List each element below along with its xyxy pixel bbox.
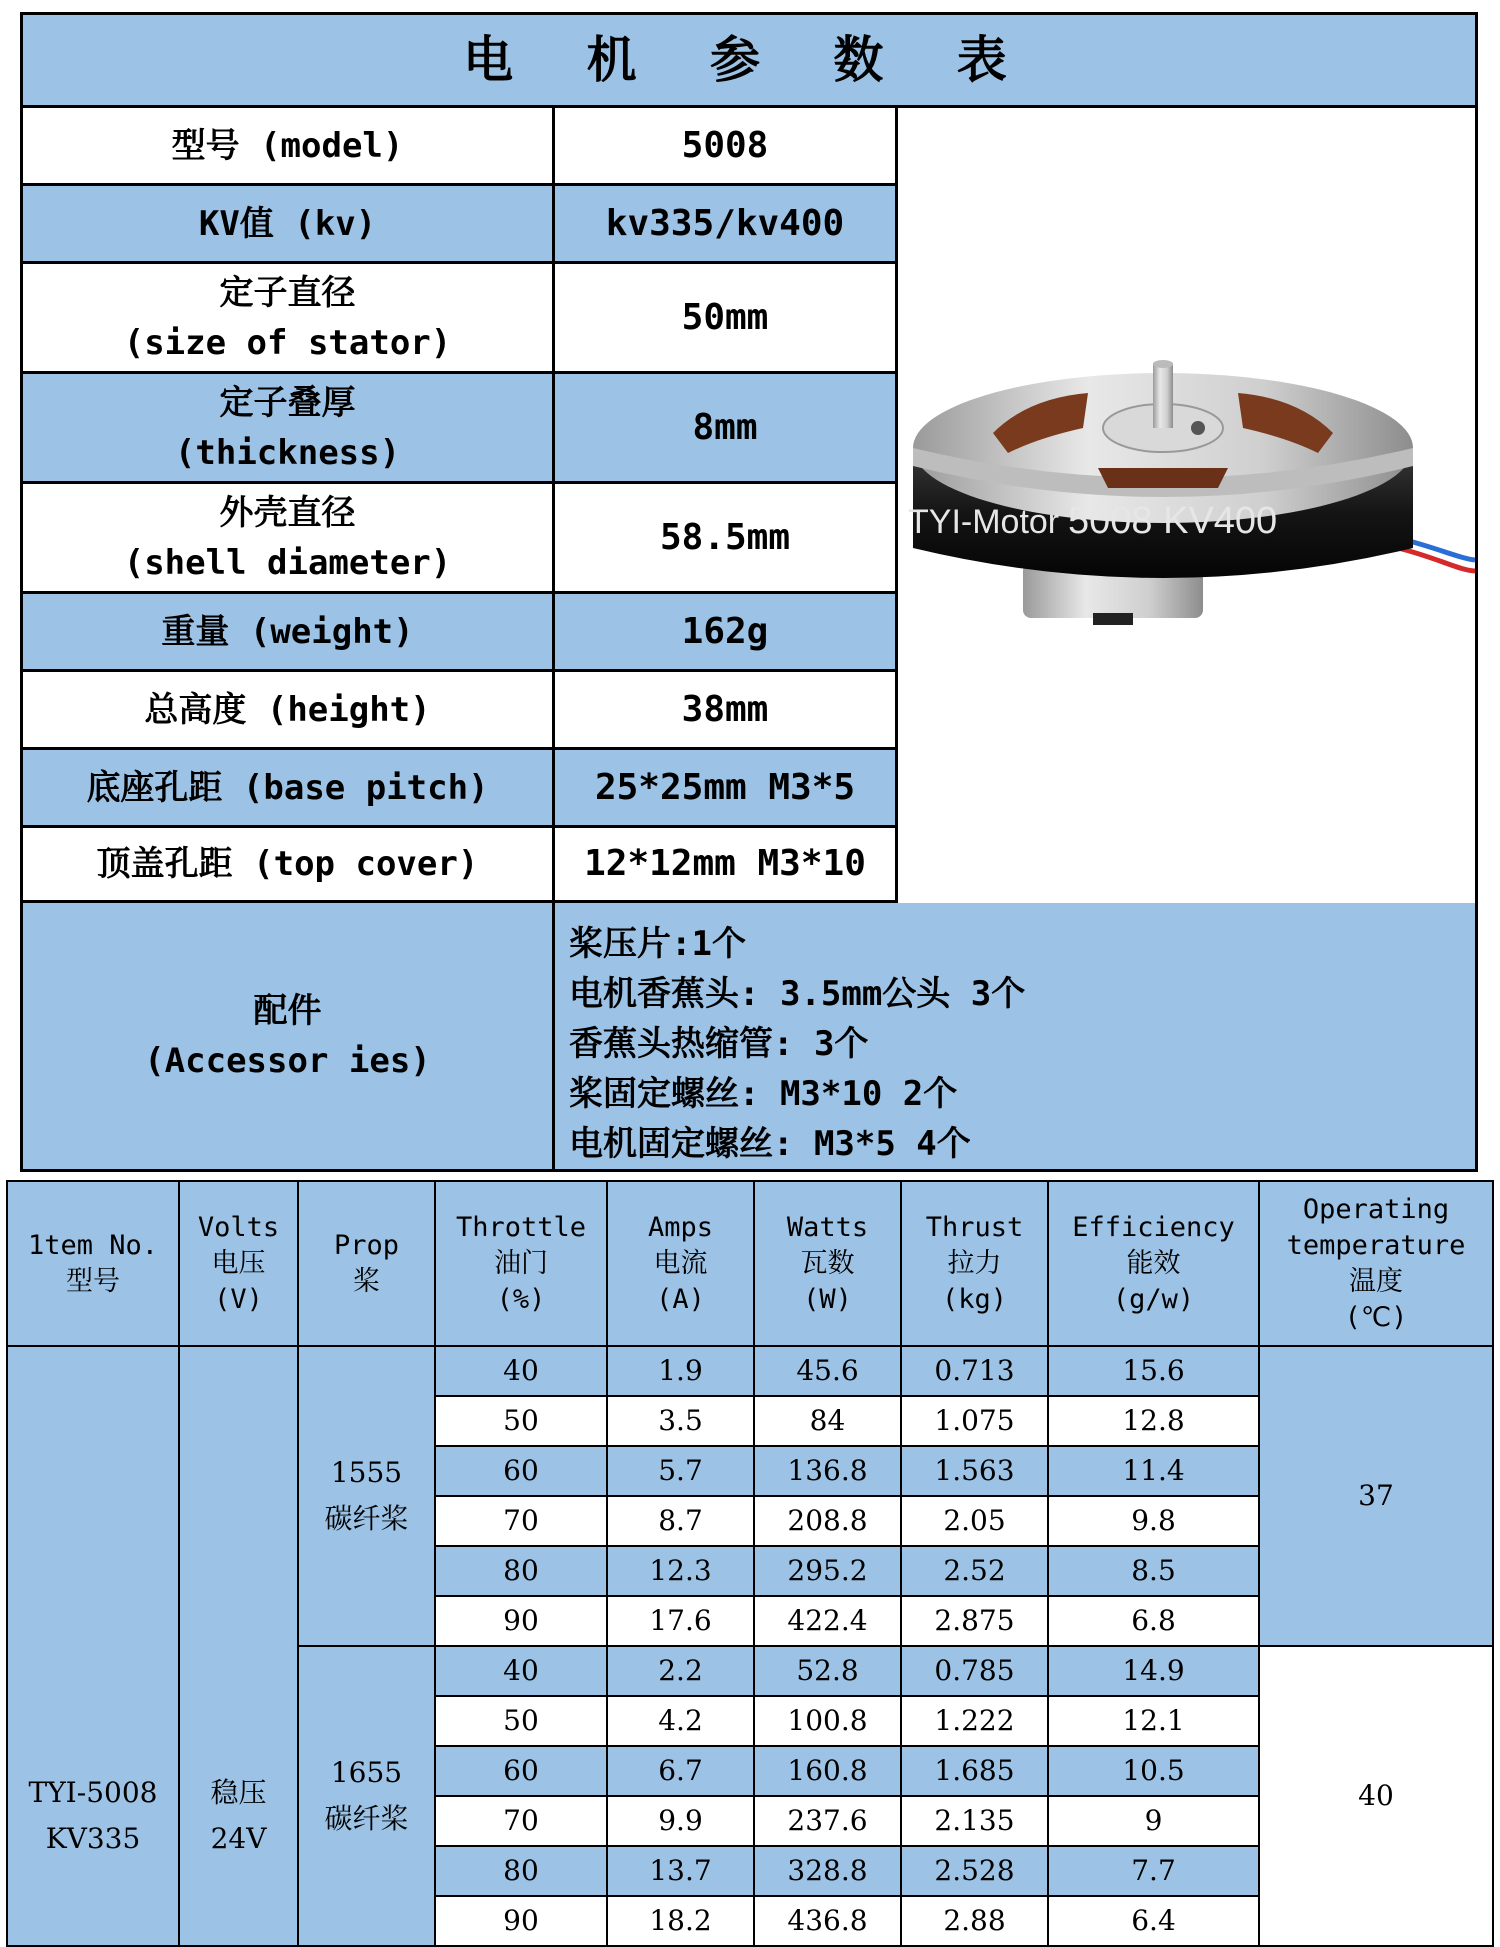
cell-efficiency: 8.5: [1048, 1546, 1259, 1596]
table-row: [7, 1346, 1493, 1396]
label-thickness-en: (thickness): [174, 432, 401, 473]
prop-line: 碳纤桨: [324, 1502, 409, 1535]
header-throttle-cn: 油门: [494, 1247, 548, 1279]
label-accessories: [23, 903, 555, 1169]
prop-line: 1655: [330, 1756, 403, 1789]
value-height: 38mm: [555, 672, 898, 750]
cell-temperature: 37: [1259, 1346, 1493, 1646]
header-prop-en: Prop: [333, 1229, 400, 1261]
header-watts-unit: (W): [803, 1283, 852, 1315]
label-thickness: [23, 374, 555, 484]
header-amps-unit: (A): [656, 1283, 705, 1315]
accessory-item: 电机固定螺丝: M3*5 4个: [569, 1124, 971, 1164]
cell-throttle: 80: [435, 1846, 607, 1896]
cell-thrust: 2.875: [901, 1596, 1048, 1646]
cell-thrust: 2.135: [901, 1796, 1048, 1846]
cell-watts: 100.8: [754, 1696, 901, 1746]
motor-illustration: [898, 108, 1475, 903]
label-accessories-cn: 配件: [253, 991, 322, 1031]
cell-thrust: 1.222: [901, 1696, 1048, 1746]
cell-efficiency: 9.8: [1048, 1496, 1259, 1546]
label-thickness-cn: 定子叠厚: [219, 382, 356, 423]
cell-amps: 9.9: [607, 1796, 754, 1846]
volts-line: 稳压: [210, 1776, 267, 1809]
label-height: 总高度 (height): [23, 672, 555, 750]
cell-thrust: 2.528: [901, 1846, 1048, 1896]
cell-throttle: 40: [435, 1346, 607, 1396]
header-thrust: [901, 1181, 1048, 1346]
header-row: [7, 1181, 1493, 1346]
cell-amps: 3.5: [607, 1396, 754, 1446]
cell-efficiency: 11.4: [1048, 1446, 1259, 1496]
header-prop-cn: 桨: [353, 1265, 380, 1297]
header-volts-unit: (V): [214, 1283, 263, 1315]
value-base-pitch: 25*25mm M3*5: [555, 750, 898, 828]
header-efficiency: [1048, 1181, 1259, 1346]
label-model: 型号 (model): [23, 108, 555, 186]
cell-thrust: 1.075: [901, 1396, 1048, 1446]
cell-throttle: 60: [435, 1446, 607, 1496]
value-kv: kv335/kv400: [555, 186, 898, 264]
accessories-list: [555, 903, 1475, 1169]
cell-thrust: 1.685: [901, 1746, 1048, 1796]
cell-thrust: 2.52: [901, 1546, 1048, 1596]
header-amps-cn: 电流: [653, 1247, 708, 1279]
label-weight: 重量 (weight): [23, 594, 555, 672]
header-item-cn: 型号: [66, 1265, 120, 1297]
value-shell-diameter: 58.5mm: [555, 484, 898, 594]
header-thrust-unit: (kg): [941, 1283, 1008, 1315]
header-temp-en2: temperature: [1286, 1229, 1466, 1261]
header-thrust-cn: 拉力: [947, 1247, 1002, 1279]
cell-efficiency: 6.8: [1048, 1596, 1259, 1646]
label-accessories-en: (Accessor ies): [144, 1041, 431, 1081]
item-no-line: TYI-5008: [28, 1776, 158, 1809]
cell-efficiency: 6.4: [1048, 1896, 1259, 1946]
header-volts: [179, 1181, 298, 1346]
value-weight: 162g: [555, 594, 898, 672]
cell-throttle: 50: [435, 1696, 607, 1746]
cell-efficiency: 12.1: [1048, 1696, 1259, 1746]
cell-prop: [298, 1346, 435, 1646]
cell-amps: 4.2: [607, 1696, 754, 1746]
label-top-cover: 顶盖孔距 (top cover): [23, 828, 555, 903]
label-kv: KV值 (kv): [23, 186, 555, 264]
performance-table-body: [7, 1346, 1493, 1946]
cell-throttle: 90: [435, 1596, 607, 1646]
performance-table: [6, 1180, 1494, 1947]
cell-watts: 52.8: [754, 1646, 901, 1696]
header-item-en: 1tem No.: [27, 1229, 159, 1261]
motor-product-image: [898, 108, 1475, 906]
cell-throttle: 50: [435, 1396, 607, 1446]
cell-watts: 136.8: [754, 1446, 901, 1496]
cell-thrust: 0.713: [901, 1346, 1048, 1396]
header-temp-cn: 温度: [1349, 1265, 1403, 1297]
cell-amps: 13.7: [607, 1846, 754, 1896]
cell-prop: [298, 1646, 435, 1946]
cell-watts: 45.6: [754, 1346, 901, 1396]
cell-throttle: 80: [435, 1546, 607, 1596]
cell-amps: 12.3: [607, 1546, 754, 1596]
accessory-item: 桨固定螺丝: M3*10 2个: [569, 1074, 958, 1114]
header-throttle: [435, 1181, 607, 1346]
value-model: 5008: [555, 108, 898, 186]
header-temp-unit: (℃): [1344, 1301, 1408, 1333]
cell-amps: 5.7: [607, 1446, 754, 1496]
cell-watts: 422.4: [754, 1596, 901, 1646]
cell-efficiency: 15.6: [1048, 1346, 1259, 1396]
value-stator-size: 50mm: [555, 264, 898, 374]
cell-throttle: 90: [435, 1896, 607, 1946]
header-efficiency-unit: (g/w): [1112, 1283, 1195, 1315]
header-item-no: [7, 1181, 179, 1346]
label-stator-size: [23, 264, 555, 374]
cell-efficiency: 7.7: [1048, 1846, 1259, 1896]
cell-watts: 328.8: [754, 1846, 901, 1896]
label-shell-diameter: [23, 484, 555, 594]
motor-parameter-table: [20, 12, 1478, 1172]
cell-efficiency: 10.5: [1048, 1746, 1259, 1796]
cell-throttle: 60: [435, 1746, 607, 1796]
cell-efficiency: 9: [1048, 1796, 1259, 1846]
motor-brand-text: TYI-Motor: [908, 503, 1060, 541]
cell-amps: 17.6: [607, 1596, 754, 1646]
item-no-line: KV335: [45, 1822, 141, 1855]
header-temp-en1: Operating: [1302, 1193, 1450, 1225]
motor-model-text: 5008 KV400: [1068, 500, 1278, 542]
value-thickness: 8mm: [555, 374, 898, 484]
cell-thrust: 2.05: [901, 1496, 1048, 1546]
label-stator-size-en: (size of stator): [123, 322, 452, 363]
header-watts: [754, 1181, 901, 1346]
cell-amps: 6.7: [607, 1746, 754, 1796]
cell-watts: 295.2: [754, 1546, 901, 1596]
header-temperature: [1259, 1181, 1493, 1346]
label-base-pitch: 底座孔距 (base pitch): [23, 750, 555, 828]
cell-amps: 18.2: [607, 1896, 754, 1946]
cell-throttle: 70: [435, 1796, 607, 1846]
header-watts-en: Watts: [786, 1211, 869, 1243]
header-amps: [607, 1181, 754, 1346]
cell-amps: 8.7: [607, 1496, 754, 1546]
header-efficiency-en: Efficiency: [1072, 1211, 1235, 1243]
header-throttle-en: Throttle: [455, 1211, 587, 1243]
label-stator-size-cn: 定子直径: [219, 272, 356, 313]
cell-amps: 2.2: [607, 1646, 754, 1696]
header-throttle-unit: (%): [496, 1283, 546, 1315]
cell-thrust: 0.785: [901, 1646, 1048, 1696]
cell-watts: 237.6: [754, 1796, 901, 1846]
header-thrust-en: Thrust: [925, 1211, 1024, 1243]
accessory-item: 香蕉头热缩管: 3个: [569, 1024, 869, 1064]
volts-line: 24V: [210, 1822, 267, 1855]
accessory-item: 电机香蕉头: 3.5mm公头 3个: [569, 974, 1026, 1014]
cell-item-no: [7, 1346, 179, 1946]
value-top-cover: 12*12mm M3*10: [555, 828, 898, 903]
table-title: 电 机 参 数 表: [23, 15, 1475, 108]
header-amps-en: Amps: [647, 1211, 714, 1243]
label-shell-diameter-en: (shell diameter): [123, 542, 452, 583]
cell-watts: 208.8: [754, 1496, 901, 1546]
cell-watts: 84: [754, 1396, 901, 1446]
header-prop: [298, 1181, 435, 1346]
cell-thrust: 2.88: [901, 1896, 1048, 1946]
cell-throttle: 70: [435, 1496, 607, 1546]
cell-amps: 1.9: [607, 1346, 754, 1396]
prop-line: 碳纤桨: [324, 1802, 409, 1835]
cell-watts: 160.8: [754, 1746, 901, 1796]
accessory-item: 桨压片:1个: [569, 924, 746, 964]
cell-efficiency: 12.8: [1048, 1396, 1259, 1446]
header-watts-cn: 瓦数: [800, 1247, 855, 1279]
cell-watts: 436.8: [754, 1896, 901, 1946]
cell-thrust: 1.563: [901, 1446, 1048, 1496]
header-volts-cn: 电压: [211, 1247, 266, 1279]
header-efficiency-cn: 能效: [1126, 1247, 1181, 1279]
header-volts-en: Volts: [197, 1211, 280, 1243]
cell-efficiency: 14.9: [1048, 1646, 1259, 1696]
prop-line: 1555: [330, 1456, 403, 1489]
label-shell-diameter-cn: 外壳直径: [219, 492, 356, 533]
cell-throttle: 40: [435, 1646, 607, 1696]
cell-temperature: 40: [1259, 1646, 1493, 1946]
cell-volts: [179, 1346, 298, 1946]
